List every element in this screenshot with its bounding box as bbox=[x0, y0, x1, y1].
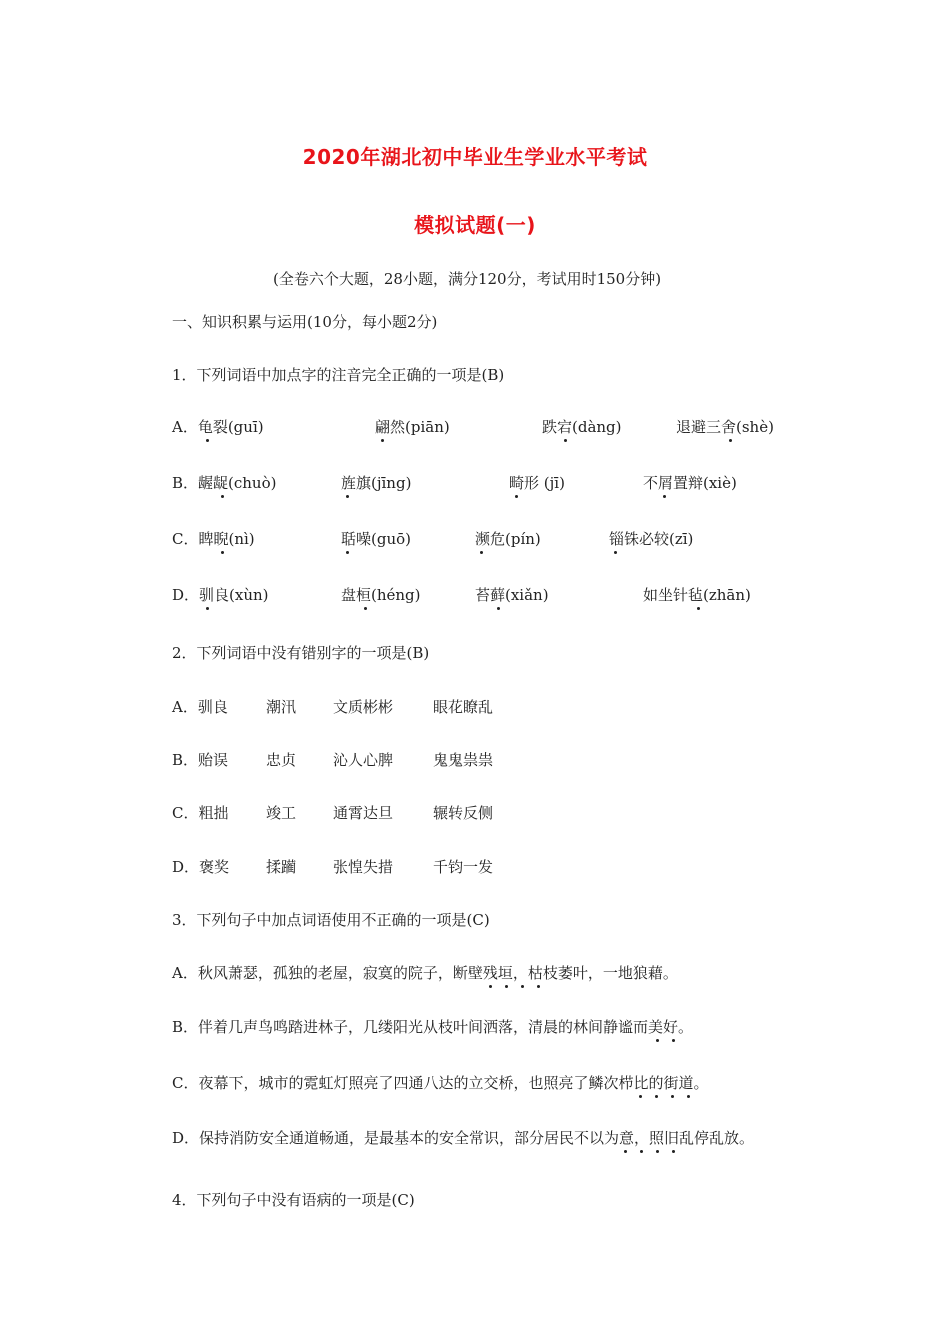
q2-option-b-word-2: 忠贞 bbox=[266, 751, 297, 769]
emphasis-dot bbox=[515, 495, 518, 498]
q2-option-d-word-3: 张惶失措 bbox=[333, 858, 394, 876]
q1-option-a-word-4: 退避三舍(shè) bbox=[676, 418, 774, 436]
emphasis-dot bbox=[381, 439, 384, 442]
emphasis-dot bbox=[521, 985, 524, 988]
q2-option-c-word-1: C．粗拙 bbox=[172, 804, 229, 822]
page-subtitle: 模拟试题(一) bbox=[414, 213, 536, 237]
emphasis-dot bbox=[672, 1150, 675, 1153]
q2-option-c-word-3: 通霄达旦 bbox=[333, 804, 394, 822]
q1-option-d-word-1: D．驯良(xùn) bbox=[172, 586, 269, 604]
emphasis-dot bbox=[656, 1150, 659, 1153]
q1-option-b-word-1: B．龌龊(chuò) bbox=[172, 474, 277, 492]
q2-option-d-word-1: D．褒奖 bbox=[172, 858, 230, 876]
page-title: 2020年湖北初中毕业生学业水平考试 bbox=[302, 145, 648, 169]
q1-option-b-word-2: 旌旗(jīng) bbox=[341, 474, 412, 492]
emphasis-dot bbox=[729, 439, 732, 442]
emphasis-dot bbox=[656, 1039, 659, 1042]
question-2-stem: 2．下列词语中没有错别字的一项是(B) bbox=[172, 644, 430, 662]
q1-option-c-word-4: 锱铢必较(zī) bbox=[609, 530, 694, 548]
emphasis-dot bbox=[346, 495, 349, 498]
q2-option-b-word-3: 沁人心脾 bbox=[333, 751, 394, 769]
emphasis-dot bbox=[640, 1150, 643, 1153]
emphasis-dot bbox=[346, 551, 349, 554]
q2-option-a-word-2: 潮汛 bbox=[266, 698, 297, 716]
q1-option-c-word-3: 濒危(pín) bbox=[475, 530, 541, 548]
q2-option-a-word-3: 文质彬彬 bbox=[333, 698, 394, 716]
q2-option-b-word-1: B．贻误 bbox=[172, 751, 229, 769]
q2-option-c-word-2: 竣工 bbox=[266, 804, 297, 822]
emphasis-dot bbox=[206, 439, 209, 442]
emphasis-dot bbox=[672, 1039, 675, 1042]
question-3-stem: 3．下列句子中加点词语使用不正确的一项是(C) bbox=[172, 911, 490, 929]
q2-option-b-word-4: 鬼鬼祟祟 bbox=[433, 751, 494, 769]
emphasis-dot bbox=[663, 495, 666, 498]
q2-option-d-word-4: 千钧一发 bbox=[433, 858, 494, 876]
emphasis-dot bbox=[671, 1095, 674, 1098]
emphasis-dot bbox=[497, 607, 500, 610]
q2-option-d-word-2: 揉躏 bbox=[266, 858, 297, 876]
q1-option-d-word-4: 如坐针毡(zhān) bbox=[643, 586, 751, 604]
emphasis-dot bbox=[505, 985, 508, 988]
emphasis-dot bbox=[537, 985, 540, 988]
emphasis-dot bbox=[489, 985, 492, 988]
q1-option-b-word-3: 畸形 (jī) bbox=[509, 474, 565, 492]
question-4-stem: 4．下列句子中没有语病的一项是(C) bbox=[172, 1191, 415, 1209]
q2-option-a-word-1: A．驯良 bbox=[172, 698, 228, 716]
q1-option-c-word-2: 聒噪(guō) bbox=[341, 530, 411, 548]
emphasis-dot bbox=[655, 1095, 658, 1098]
exam-note: (全卷六个大题，28小题，满分120分，考试用时150分钟) bbox=[273, 270, 662, 288]
q1-option-d-word-3: 苔藓(xiǎn) bbox=[475, 586, 549, 604]
emphasis-dot bbox=[624, 1150, 627, 1153]
q1-option-a-word-1: A．龟裂(guī) bbox=[172, 418, 264, 436]
q3-option-b: B．伴着几声鸟鸣踏进林子，几缕阳光从枝叶间洒落，清晨的林间静谧而美好。 bbox=[172, 1018, 694, 1036]
emphasis-dot bbox=[639, 1095, 642, 1098]
q1-option-c-word-1: C．睥睨(nì) bbox=[172, 530, 255, 548]
emphasis-dot bbox=[687, 1095, 690, 1098]
emphasis-dot bbox=[697, 607, 700, 610]
q1-option-b-word-4: 不屑置辩(xiè) bbox=[643, 474, 737, 492]
emphasis-dot bbox=[564, 439, 567, 442]
emphasis-dot bbox=[221, 495, 224, 498]
emphasis-dot bbox=[364, 607, 367, 610]
q2-option-c-word-4: 辗转反侧 bbox=[433, 804, 494, 822]
emphasis-dot bbox=[221, 551, 224, 554]
q2-option-a-word-4: 眼花瞭乱 bbox=[433, 698, 494, 716]
q1-option-a-word-2: 翩然(piān) bbox=[375, 418, 450, 436]
emphasis-dot bbox=[206, 607, 209, 610]
section-heading: 一、知识积累与运用(10分，每小题2分) bbox=[172, 313, 438, 331]
emphasis-dot bbox=[614, 551, 617, 554]
q3-option-d: D．保持消防安全通道畅通，是最基本的安全常识，部分居民不以为意，照旧乱停乱放。 bbox=[172, 1129, 755, 1147]
q1-option-d-word-2: 盘桓(héng) bbox=[341, 586, 421, 604]
q3-option-c: C．夜幕下，城市的霓虹灯照亮了四通八达的立交桥，也照亮了鳞次栉比的街道。 bbox=[172, 1074, 709, 1092]
question-1-stem: 1．下列词语中加点字的注音完全正确的一项是(B) bbox=[172, 366, 505, 384]
emphasis-dot bbox=[480, 551, 483, 554]
q3-option-a: A．秋风萧瑟，孤独的老屋，寂寞的院子，断壁残垣，枯枝萎叶，一地狼藉。 bbox=[172, 964, 678, 982]
q1-option-a-word-3: 跌宕(dàng) bbox=[542, 418, 622, 436]
